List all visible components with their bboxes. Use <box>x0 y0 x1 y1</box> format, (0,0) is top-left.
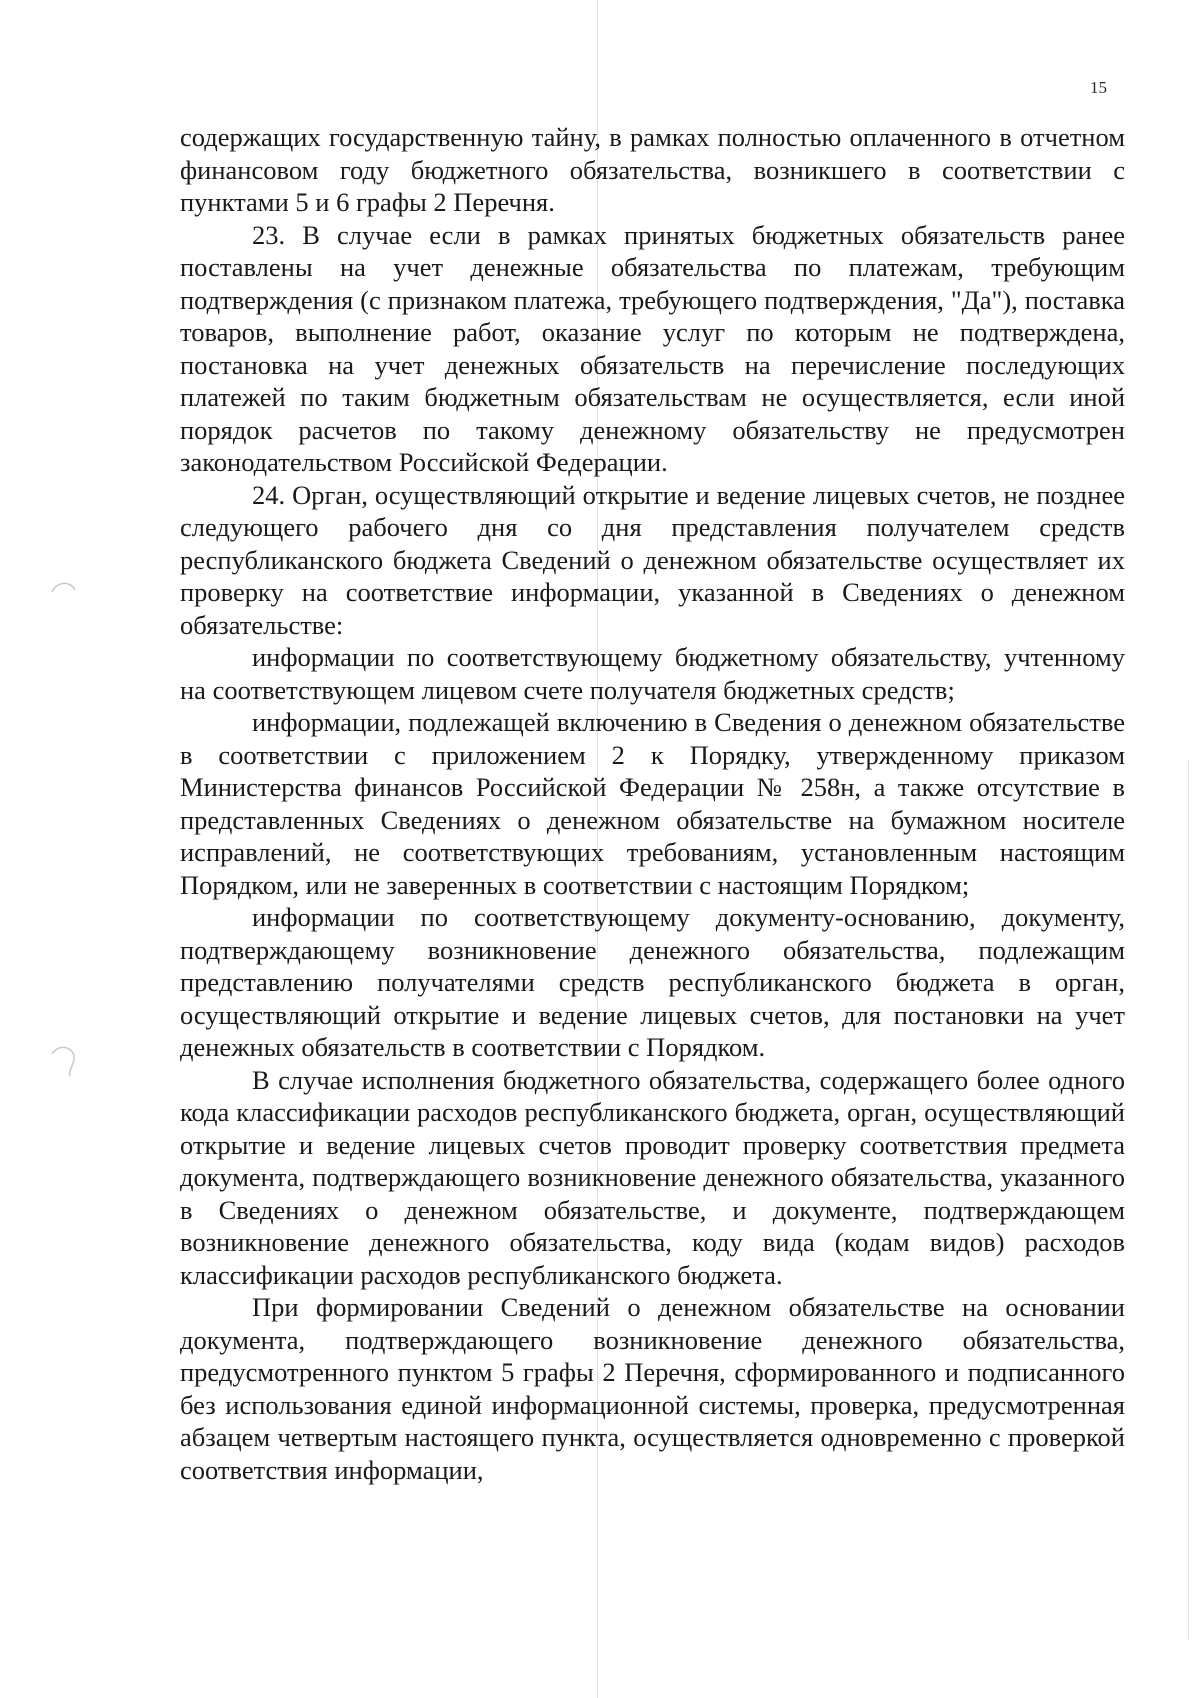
paragraph: содержащих государственную тайну, в рамках полностью оплаченного в отчетном финансовом году бюджетного обязательства, возникшего в соответствии с пунктами 5 и 6 графы 2 Перечня. <box>180 122 1125 217</box>
paragraph: информации, подлежащей включению в Сведения о денежном обязательстве в соответствии с приложением 2 к Порядку, утвержденному приказом Министерства финансов Российской Федерации № 258н, а также отсутствие в представленных Сведениях о денежном обязательстве на бумажном носителе исправлений, не соответствующих требованиям, установленным настоящим Порядком, или не заверенных в соответствии с настоящим Порядком; <box>180 707 1125 900</box>
paragraph: информации по соответствующему документу-основанию, документу, подтверждающему возникновение денежного обязательства, подлежащим представлению получателями средств республиканского бюджета в орган, осуществляющий открытие и ведение лицевых счетов, для постановки на учет денежных обязательств в соответствии с Порядком. <box>180 902 1125 1062</box>
scan-edge-line <box>1188 760 1189 1640</box>
paragraph: В случае исполнения бюджетного обязательства, содержащего более одного кода классификации расходов республиканского бюджета, орган, осуществляющий открытие и ведение лицевых счетов проводит проверку соответствия предмета документа, подтверждающего возникновение денежного обязательства, указанного в Сведениях о денежном обязательстве, и документе, подтверждающем возникновение денежного обязательства, коду вида (кодам видов) расходов классификации расходов республиканского бюджета. <box>180 1064 1125 1290</box>
paragraph: При формировании Сведений о денежном обязательстве на основании документа, подтверждающего возникновение денежного обязательства, предусмотренного пунктом 5 графы 2 Перечня, сформированного и подписанного без использования единой информационной системы, проверка, предусмотренная абзацем четвертым настоящего пункта, осуществляется одновременно с проверкой соответствия информации, <box>180 1292 1125 1485</box>
punch-hole-mark <box>48 578 78 614</box>
paragraph-clause-23: 23. В случае если в рамках принятых бюджетных обязательств ранее поставлены на учет денежные обязательства по платежам, требующим подтверждения (с признаком платежа, требующего подтверждения, "Да"), поставка товаров, выполнение работ, оказание услуг по которым не подтверждена, постановка на учет денежных обязательств на перечисление последующих платежей по таким бюджетным обязательствам не осуществляется, если иной порядок расчетов по такому денежному обязательству не предусмотрен законодательством Российской Федерации. <box>180 219 1125 477</box>
page-number: 15 <box>1090 78 1107 97</box>
punch-hole-mark <box>48 1042 78 1078</box>
document-body <box>180 121 1125 1486</box>
paragraph: информации по соответствующему бюджетному обязательству, учтенному на соответствующем лицевом счете получателя бюджетных средств; <box>180 642 1125 705</box>
paragraph-clause-24: 24. Орган, осуществляющий открытие и ведение лицевых счетов, не позднее следующего рабочего дня со дня представления получателем средств республиканского бюджета Сведений о денежном обязательстве осуществляет их проверку на соответствие информации, указанной в Сведениях о денежном обязательстве: <box>180 479 1125 640</box>
